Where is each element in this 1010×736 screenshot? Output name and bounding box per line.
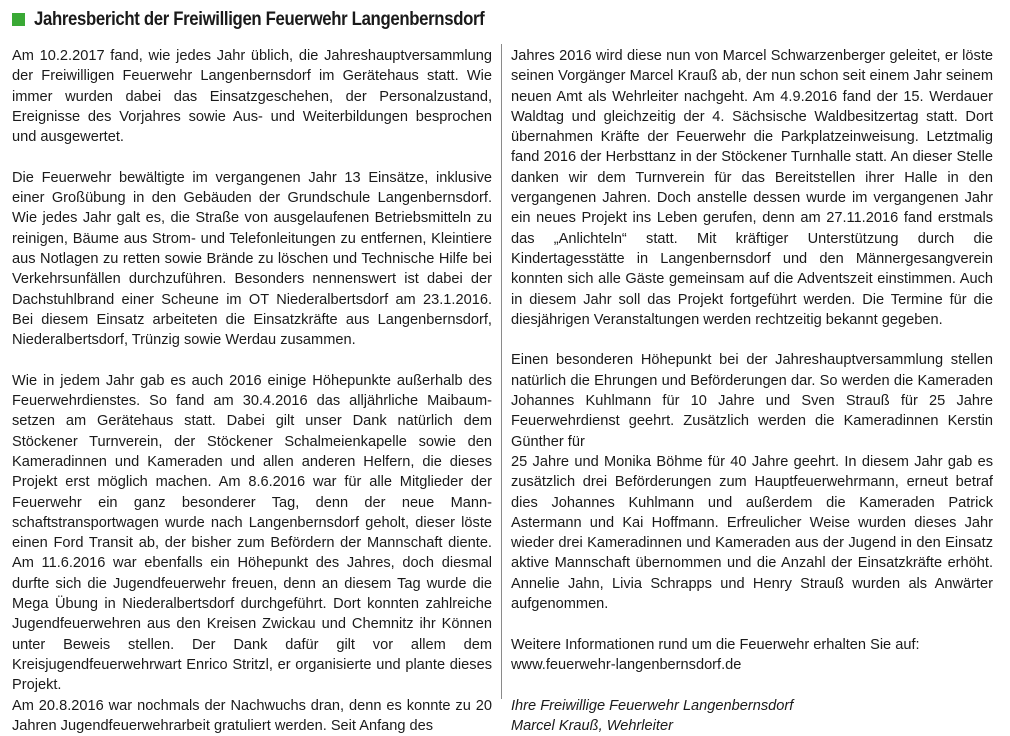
right-column [511,46,993,736]
paragraph-operations: Die Feuerwehr bewältigte im vergangenen Jahr 13 Einsätze, inklusive einer Großübung in den Gebäuden der Grundschule Langenbernsdorf. Wie jedes Jahr galt es, die Straße von ausgelaufenen Betriebsmitteln zu reinigen, Bäume aus Strom- und Telefonleitungen zu entfernen, Kleintiere aus Notlagen zu retten sowie Brände zu löschen und Technische Hilfe bei Verkehrsunfällen durchzuführen. Besonders nennenswert ist dabei der Dachstuhlbrand einer Scheune im OT Niederalbertsdorf am 23.1.2016. Bei diesem Einsatz arbeiteten die Einsatzkräfte aus Langenbernsdorf, Niederalbertsdorf, Trünzig sowie Werdau zusammen. [12,168,492,351]
paragraph-events: Jahres 2016 wird diese nun von Marcel Schwarzenberger geleitet, er löste seinen Vorgänger Marcel Krauß ab, der nun schon seit einem Jahr seinem neuen Amt als Wehrleiter nachgeht. Am 4.9.2016 fand der 15. Werdauer Waldtag und gleichzeitig der 4. Sächsische Waldbesitzertag statt. Dort übernahmen Kräfte der Feuerwehr die Parkplatzeinweisung. Letztmalig fand 2016 der Herbsttanz in der Stöckener Turnhalle statt. An dieser Stelle danken wir dem Turnverein für das Bereitstellen ihrer Halle in den vergangenen Jahren. Doch anstelle dessen wurde im vergangenen Jahr ein neues Projekt ins Leben gerufen, denn am 27.11.2016 fand erstmals das „Anlichteln“ statt. Mit kräftiger Unterstützung durch die Kindertagesstätte in Langenbernsdorf und den Männergesangverein konnten sich alle Gäste gemeinsam auf die Adventszeit einstimmen. Auch in diesem Jahr soll das Projekt fortgeführt werden. Die Termine für die diesjährigen Veranstaltungen werden rechtzeitig bekannt gegeben. [511,46,993,330]
article-title: Jahresbericht der Freiwilligen Feuerwehr Langenbernsdorf [34,8,484,31]
paragraph-highlights: Wie in jedem Jahr gab es auch 2016 einige Höhepunkte außerhalb des Feuerwehrdienstes. So fand am 30.4.2016 das alljährliche Maibaumsetzen am Gerätehaus statt. Dabei gilt unser Dank natürlich dem Stöckener Turnverein, der Stöckener Schalmeienkapelle sowie den Kameradinnen und Kameraden und allen anderen Helfern, die dieses Projekt erst möglich machen. Am 8.6.2016 war für alle Mitglieder der Feuerwehr ein ganz besonderer Tag, denn der neue Mannschaftstransportwagen wurde nach Langenbernsdorf geholt, dieser löste einen Ford Transit ab, der bisher zum Befördern der Mannschaft diente. Am 11.6.2016 war ebenfalls ein Höhepunkt des Jahres, doch diesmal durfte sich die Jugendfeuerwehr freuen, denn an diesem Tag wurde die Mega Übung in Niederalbertsdorf durchgeführt. Dort konnten zahlreiche Jugendfeuerwehren aus den Kreisen Zwickau und Chemnitz ihr Können unter Beweis stellen. Der Dank dafür gilt vor allem dem Kreisjugendfeuerwehrwart Enrico Stritzl, er organisierte und plante dieses Projekt. [12,371,492,696]
paragraph-youth: Am 20.8.2016 war nochmals der Nachwuchs dran, denn es konnte zu 20 Jahren Jugendfeuerwehrarbeit gratuliert werden. Seit Anfang des [12,696,492,736]
signature-organization: Ihre Freiwillige Feuerwehr Langenbernsdorf [511,696,993,716]
paragraph-honors-b: 25 Jahre und Monika Böhme für 40 Jahre geehrt. In diesem Jahr gab es zusätzlich drei Beförderungen zum Hauptfeuerwehrmann, erneut betraf dies Johannes Kuhlmann und außerdem die Kameraden Patrick Astermann und Kai Hoffmann. Erfreulicher Weise wurden dieses Jahr wieder drei Kameradinnen und Kameraden aus der Jugend in den Einsatz aktive Mannschaft übernommen und die Anzahl der Einsatzkräfte erhöht. Annelie Jahn, Livia Schrapps und Henry Strauß wurden als Anwärter aufgenommen. [511,452,993,614]
paragraph-info: Weitere Informationen rund um die Feuerwehr erhalten Sie auf: [511,635,993,655]
column-divider [501,44,502,699]
paragraph-meeting: Am 10.2.2017 fand, wie jedes Jahr üblich, die Jahreshauptversammlung der Freiwilligen Feuerwehr Langenbernsdorf im Gerätehaus statt. Wie immer wurden dabei das Einsatzgeschehen, der Personalzustand, Ereignisse des Vorjahres sowie Aus- und Weiterbildungen besprochen und ausgewertet. [12,46,492,147]
green-square-icon [12,13,25,26]
website-link[interactable]: www.feuerwehr-langenbernsdorf.de [511,655,993,675]
article-header [12,6,1000,32]
signature-name: Marcel Krauß, Wehrleiter [511,716,993,736]
left-column [12,46,492,736]
paragraph-honors-a: Einen besonderen Höhepunkt bei der Jahreshauptversammlung stellen natürlich die Ehrungen und Beförderungen dar. So werden die Kameraden Johannes Kuhlmann für 10 Jahre und Sven Strauß für 25 Jahre Feuerwehrdienst geehrt. Zusätzlich werden die Kameradinnen Kerstin Günther für [511,350,993,451]
